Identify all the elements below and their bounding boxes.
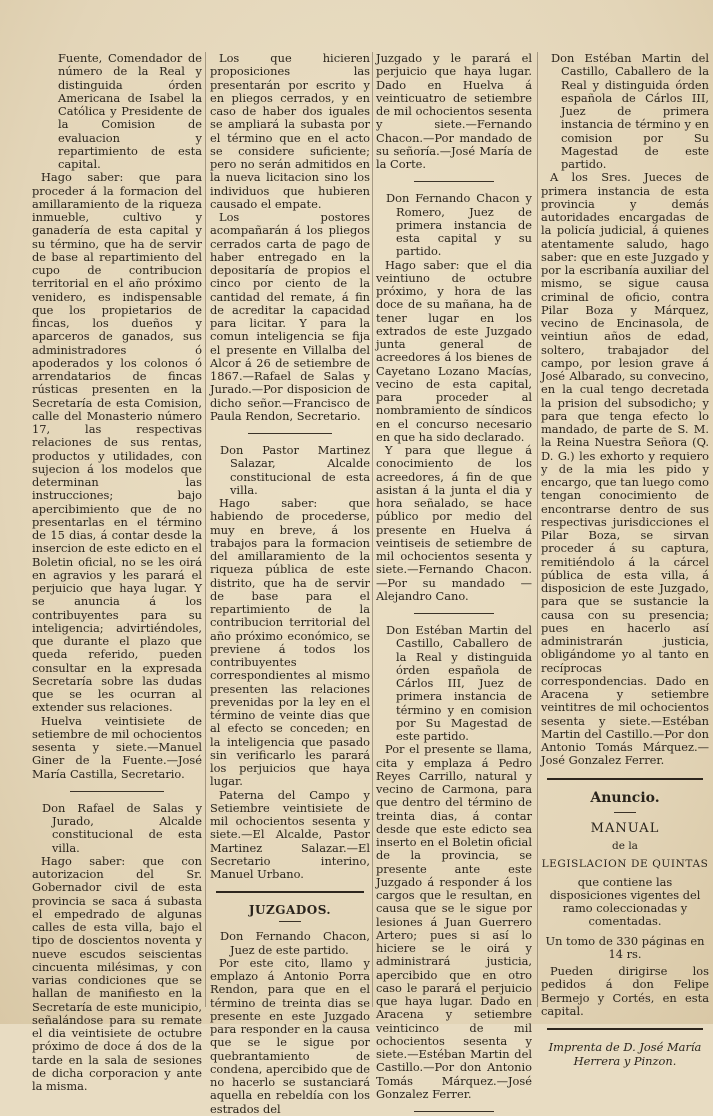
notice-heading: Don Rafael de Salas y Jurado, Alcalde constitucional de esta villa.	[42, 800, 202, 855]
ad-connector: de la	[612, 839, 638, 852]
printer-imprint: Imprenta de D. José María Herrera y Pinzon.	[548, 1040, 702, 1068]
section-heading-juzgados: JUZGADOS.	[248, 903, 332, 918]
notice-body: Hago saber: que con autorizacion del Sr. Gobernador civil de esta provincia se saca á subasta el empedrado de algunas calles de esta villa, bajo el tipo de doscientos noventa y nueve escudos seiscientas cincuenta milésimas, y con varias condiciones que se hallan de manifiesto en la Secretaría de este municipio, señalándose para su remate el dia veintisiete de octubre próximo de doce á dos de la tarde en la sala de sesiones de dicha corporacion y ante la misma.	[32, 853, 202, 1093]
column-rule	[205, 52, 206, 1007]
edict-body: Hago saber: que para proceder á la formacion del amillaramiento de la riqueza inmueble, cultivo y ganadería de esta capital y su término, que ha de servir de base al repartimiento del cupo de contribucion territorial en el año próximo venidero, es indispensable que los propietarios de fincas, los dueños y aparceros de ganados, sus administradores ó apoderados y los colonos ó arrendatarios de fincas rústicas presenten en la Secretaría de esta Comision, calle del Monasterio número 17, las respectivas relaciones de sus rentas, productos y utilidades, con sujecion á los modelos que determinan las instrucciones; bajo apercibimiento que de no presentarlas en el término de 15 dias, á contar desde la insercion de este edicto en el Boletin oficial, no se les oirá en agravios y les parará el perjuicio que haya lugar. Y se anuncia á los contribuyentes para su inteligencia; advirtiéndoles, que durante el plazo que queda referido, pueden consultar en la expresada Secretaría sobre las dudas que se les ocurran al extender sus relaciones.	[32, 170, 202, 715]
column-1	[32, 51, 202, 1093]
court-heading: Don Estéban Martin del Castillo, Caballero de la Real y distinguida órden española de Cárlos III, Juez de primera instancia de término y en comision por Su Magestad de este partido.	[551, 51, 709, 171]
column-4	[541, 51, 709, 1068]
edict-heading: Fuente, Comendador de número de la Real y distinguida órden Americana de Isabel la Católica y Presidente de la Comision de evaluacion y repartimiento de esta capital.	[58, 51, 202, 171]
court-body: Hago saber: que el dia veintiuno de octubre próximo, y hora de las doce de su mañana, ha de tener lugar en los extrados de este Juzgado junta general de acreedores á los bienes de Cayetano Lozano Macías, vecino de esta capital, para proceder al nombramiento de síndicos en el concurso necesario en que ha sido declarado.	[376, 257, 532, 444]
separator	[547, 1028, 703, 1030]
separator	[216, 891, 364, 893]
separator	[614, 812, 636, 813]
court-body-cont: Juzgado y le parará el perjuicio que haya lugar. Dado en Huelva á veinticuatro de setiembre de mil ochocientos sesenta y siete.—Fernando Chacon.—Por mandado de su señoría.—José María de la Corte.	[376, 51, 532, 171]
column-3	[376, 51, 532, 1101]
ad-description: que contiene las disposiciones vigentes del ramo coleccionadas y comentadas.	[549, 874, 701, 929]
section-heading-anuncio: Anuncio.	[590, 789, 660, 806]
edict-signature: Huelva veintisiete de setiembre de mil ochocientos sesenta y siete.—Manuel Giner de la Fuente.—José María Castilla, Secretario.	[32, 713, 202, 781]
separator	[279, 921, 301, 922]
separator	[414, 181, 494, 182]
notice-signature: Paterna del Campo y Setiembre veintisiete de mil ochocientos sesenta y siete.—El Alcalde, Pastor Martinez Salazar.—El Secretario interino, Manuel Urbano.	[210, 787, 370, 881]
notice-heading: Don Pastor Martinez Salazar, Alcalde constitucional de esta villa.	[220, 443, 370, 497]
court-body: Por el presente se llama, cita y emplaza á Pedro Reyes Carrillo, natural y vecino de Carmona, para que dentro del término de treinta dias, á contar desde que este edicto sea inserto en el Boletin oficial de la provincia, se presente ante este Juzgado á responder á los cargos que le resultan, en causa que se le sigue por lesiones á Juan Guerrero Artero; pues si así lo hiciere se le oirá y administrará justicia, apercibido que en otro caso le parará el perjuicio que haya lugar. Dado en Aracena y setiembre veinticinco de mil ochocientos sesenta y siete.—Estéban Martin del Castillo.—Por don Antonio Tomás Márquez.—José Gonzalez Ferrer.	[376, 742, 532, 1101]
court-heading: Don Fernando Chacon, Juez de este partido.	[220, 929, 370, 957]
column-rule	[372, 52, 373, 1007]
column-rule	[537, 52, 538, 1007]
notice-body-cont: Los que hicieren proposiciones las presentarán por escrito y en pliegos cerrados, y en caso de haber dos iguales se ampliará la subasta por el término que en el acto se considere suficiente; pero no serán admitidos en la nueva licitacion sino los individuos que hubieren causado el empate.	[210, 51, 370, 211]
court-body: Por este cito, llamo y emplazo á Antonio Porra Rendon, para que en el término de treinta dias se presente en este Juzgado para responder en la causa que se le sigue por quebrantamiento de condena, apercibido que de no hacerlo se sustanciará aquella en rebeldía con los estrados del	[210, 955, 370, 1116]
court-exhorto: A los Sres. Jueces de primera instancia de esta provincia y demás autoridades encargadas de la policía judicial, á quienes atentamente saludo, hago saber: que en este Juzgado y por la escribanía auxiliar del mismo, se sigue causa criminal de oficio, contra Pilar Boza y Márquez, vecino de Encinasola, de veintiun años de edad, soltero, trabajador del campo, por lesion grave á José Albarado, su convecino, en la cual tengo decretada la prision del subsodicho; y para que tenga efecto lo mandado, de parte de S. M. la Reina Nuestra Señora (Q. D. G.) les exhorto y requiero y de la mia les pido y encargo, que tan luego como tengan conocimiento de encontrarse dentro de sus respectivas jurisdicciones el Pilar Boza, se sirvan proceder á su captura, remitiéndolo á la cárcel pública de esta villa, á disposicion de este Juzgado, para que se sustancie la causa con su presencia; pues en hacerlo así administrarán justicia, obligándome yo al tanto en recíprocas correspondencias. Dado en Aracena y setiembre veintitres de mil ochocientos sesenta y siete.—Estéban Martin del Castillo.—Por don Antonio Tomás Márquez.—José Gonzalez Ferrer.	[541, 170, 709, 768]
separator	[70, 791, 164, 792]
court-heading: Don Fernando Chacon y Romero, Juez de primera instancia de esta capital y su partido.	[386, 191, 532, 259]
column-2	[210, 51, 370, 1116]
ad-subtitle: LEGISLACION DE QUINTAS	[541, 857, 709, 870]
separator	[414, 613, 494, 614]
notice-body: Hago saber: que habiendo de procederse, muy en breve, á los trabajos para la formacion del amillaramiento de la riqueza pública de este distrito, que ha de servir de base para el repartimiento de la contribucion territorial del año próximo económico, se previene á todos los contribuyentes correspondientes al mismo presenten las relaciones prevenidas por la ley en el término de veinte dias que al efecto se conceden; en la inteligencia que pasado sin verificarlo les parará los perjuicios que haya lugar.	[210, 496, 370, 789]
separator	[248, 433, 332, 434]
separator	[547, 778, 703, 780]
notice-body-2: Los postores acompañarán á los pliegos cerrados carta de pago de haber entregado en la depositaría de propios el cinco por ciento de la cantidad del remate, á fin de acreditar la capacidad para licitar. Y para la comun inteligencia se fija el presente en Villalba del Alcor á 26 de setiembre de 1867.—Rafael de Salas y Jurado.—Por disposicion de dicho señor.—Francisco de Paula Rendon, Secretario.	[210, 210, 370, 423]
court-heading: Don Estéban Martin del Castillo, Caballero de la Real y distinguida órden española de Cárlos III, Juez de primera instancia de término y en comision por Su Magestad de este partido.	[386, 623, 532, 743]
ad-title: MANUAL	[590, 820, 660, 836]
separator	[414, 1111, 494, 1112]
ad-orders: Pueden dirigirse los pedidos á don Felipe Bermejo y Cortés, en esta capital.	[541, 964, 709, 1018]
court-body-2: Y para que llegue á conocimiento de los acreedores, á fin de que asistan á la junta el dia y hora señalado, se hace público por medio del presente en Huelva á veintiseis de setiembre de mil ochocientos sesenta y siete.—Fernando Chacon.—Por su mandado — Alejandro Cano.	[376, 443, 532, 603]
ad-price: Un tomo de 330 páginas en 14 rs.	[545, 933, 705, 961]
